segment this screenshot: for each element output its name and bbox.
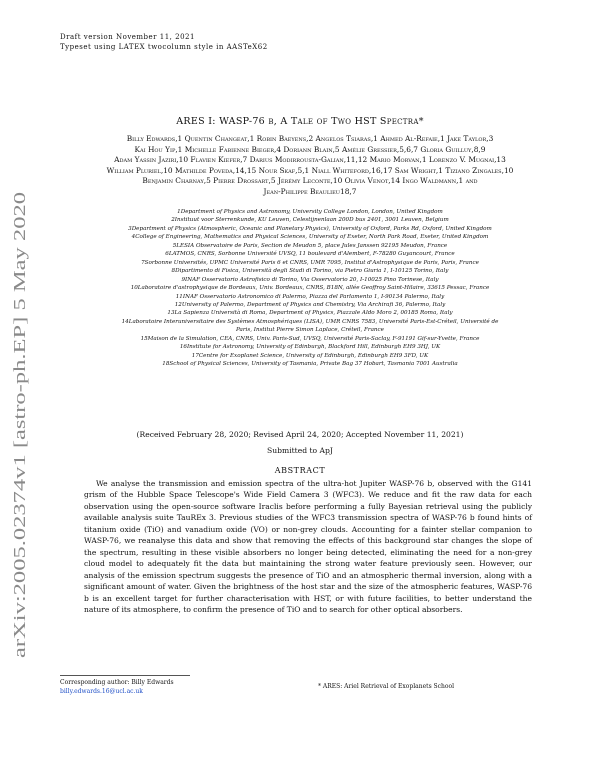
affiliation: 17Centre for Exoplanet Science, University of Edinburgh, Edinburgh EH9 3FD, UK	[191, 352, 429, 359]
affiliation: 13La Sapienza Università di Roma, Department of Physics, Piazzale Aldo Moro 2, 00185 Roma, Italy	[167, 310, 453, 317]
affiliation: 15Maison de la Simulation, CEA, CNRS, Univ. Paris-Sud, UVSQ, Université Paris-Saclay, F-91191 Gif-sur-Yvette, France	[140, 335, 480, 342]
author-line: Benjamin Charnay,5 Pierre Drossart,5 Jérémy Leconte,10 Olivia Venot,14 Ingo Waldmann,1 and	[142, 176, 478, 186]
publication-dates: (Received February 28, 2020; Revised April 24, 2020; Accepted November 11, 2021)	[136, 430, 464, 439]
draft-header	[60, 32, 268, 52]
author-line: Adam Yassin Jaziri,10 Flavien Kiefer,7 Darius Modirrousta-Galian,11,12 Mario Morvan,1 Lorenzo V. Mugnai,13	[114, 155, 506, 165]
affiliation: 11INAF Osservatorio Astronomico di Palermo, Piazza del Parlamento 1, I-90134 Palermo, Italy	[175, 293, 445, 300]
arxiv-identifier-text: arXiv:2005.02374v1 [astro-ph.EP] 5 May 2020	[10, 335, 29, 658]
affiliation: 18School of Physical Sciences, University of Tasmania, Private Bag 37 Hobart, Tasmania 7001 Australia	[162, 361, 458, 368]
affiliation: 4College of Engineering, Mathematics and Physical Sciences, University of Exeter, North Park Road, Exeter, United Kingdom	[131, 234, 489, 241]
affiliation: 8Dipartimento di Fisica, Università degli Studi di Torino, via Pietro Giuria 1, I-10125 Torino, Italy	[171, 268, 449, 275]
affiliation: 7Sorbonne Universités, UPMC Université Paris 6 et CNRS, UMR 7095, Institut d'Astrophysique de Paris, Paris, France	[141, 259, 479, 266]
affiliation: 1Department of Physics and Astronomy, University College London, London, United Kingdom	[177, 209, 443, 215]
affiliation: 16Institute for Astronomy, University of Edinburgh, Blackford Hill, Edinburgh EH9 3HJ, UK	[179, 344, 441, 351]
paper-title: ARES I: WASP-76 b, A Tale of Two HST Spectra*	[176, 116, 424, 127]
author-line: William Pluriel,10 Mathilde Poveda,14,15 Nour Skaf,5,1 Niall Whiteford,16,17 Sam Wright,1 Tiziano Zingales,10	[106, 165, 514, 175]
affiliation: 9INAF Osservatorio Astrofisico di Torino, Via Osservatorio 20, I-10025 Pino Torinese, Italy	[181, 276, 439, 283]
affiliation: Paris, Institut Pierre Simon Laplace, Créteil, France	[236, 327, 384, 334]
author-line: Billy Edwards,1 Quentin Changeat,1 Robin Baeyens,2 Angelos Tsiaras,1 Ahmed Al-Refaie,1 Jake Taylor,3	[126, 134, 494, 143]
author-line: Jean-Philippe Beaulieu18,7	[263, 186, 357, 196]
submitted-to: Submitted to ApJ	[267, 446, 333, 455]
affiliation-list	[66, 208, 554, 369]
corresponding-author-footnote	[60, 679, 174, 697]
typeset-line: Typeset using LATEX twocolumn style in AASTeX62	[60, 43, 268, 51]
affiliation: 14Laboratoire Interuniversitaire des Systèmes Atmosphériques (LISA), UMR CNRS 7583, Université Paris-Est-Créteil, Université de	[121, 318, 499, 325]
corresponding-author: Corresponding author: Billy Edwards	[60, 679, 174, 686]
author-line: Kai Hou Yip,1 Michelle Fabienne Bieger,4 Doriann Blain,5 Amélie Gressier,5,6,7 Gloria Guilluy,8,9	[134, 144, 486, 154]
affiliation: 3Department of Physics (Atmospheric, Oceanic and Planetary Physics), University of Oxford, Parks Rd, Oxford, United Kingdom	[128, 225, 492, 232]
author-email-link[interactable]: billy.edwards.16@ucl.ac.uk	[60, 687, 143, 695]
affiliation: 5LESIA Observatoire de Paris, Section de Meudon 5, place Jules Janssen 92195 Meudon, France	[172, 242, 448, 249]
affiliation: 2Instituut voor Sterrenkunde, KU Leuven, Celestijnenlaan 200D bus 2401, 3001 Leuven, Belgium	[171, 217, 449, 224]
abstract-heading: ABSTRACT	[274, 466, 326, 475]
affiliation: 12University of Palermo, Department of Physics and Chemistry, Via Archirafi 36, Palermo, Italy	[174, 301, 446, 308]
draft-version-line: Draft version November 11, 2021	[60, 33, 195, 41]
ares-footnote: * ARES: Ariel Retrieval of Exoplanets School	[318, 683, 455, 690]
author-list	[70, 134, 550, 198]
abstract-text: We analyse the transmission and emission spectra of the ultra-hot Jupiter WASP-76 b, observed with the G141 grism of the Hubble Space Telescope's Wide Field Camera 3 (WFC3). We reduce and fit the raw data for each observation using the open-source software Iraclis before performing a fully Bayesian retrieval using the publicly available analysis suite TauREx 3. Previous studies of the WFC3 transmission spectra of WASP-76 b found hints of titanium oxide (TiO) and vanadium oxide (VO) or non-grey clouds. Accounting for a fainter stellar companion to WASP-76, we reanalyse this data and show that removing the effects of this background star changes the slope of the spectrum, resulting in these visible absorbers no longer being detected, eliminating the need for a non-grey cloud model to adequately fit the data but maintaining the strong water feature previously seen. However, our analysis of the emission spectrum suggests the presence of TiO and an atmospheric thermal inversion, along with a significant amount of water. Given the brightness of the host star and the size of the atmospheric features, WASP-76 b is an excellent target for further characterisation with HST, or with future facilities, to better understand the nature of its atmosphere, to confirm the presence of TiO and to search for other optical absorbers.	[84, 479, 532, 614]
affiliation: 10Laboratoire d'astrophysique de Bordeaux, Univ. Bordeaux, CNRS, B18N, allée Geoffroy Saint-Hilaire, 33615 Pessac, France	[130, 285, 490, 292]
arxiv-identifier-stamp	[6, 188, 32, 658]
footnote-divider	[60, 675, 190, 676]
affiliation: 6LATMOS, CNRS, Sorbonne Université UVSQ, 11 boulevard d'Alembert, F-78280 Guyancourt, France	[165, 251, 455, 258]
